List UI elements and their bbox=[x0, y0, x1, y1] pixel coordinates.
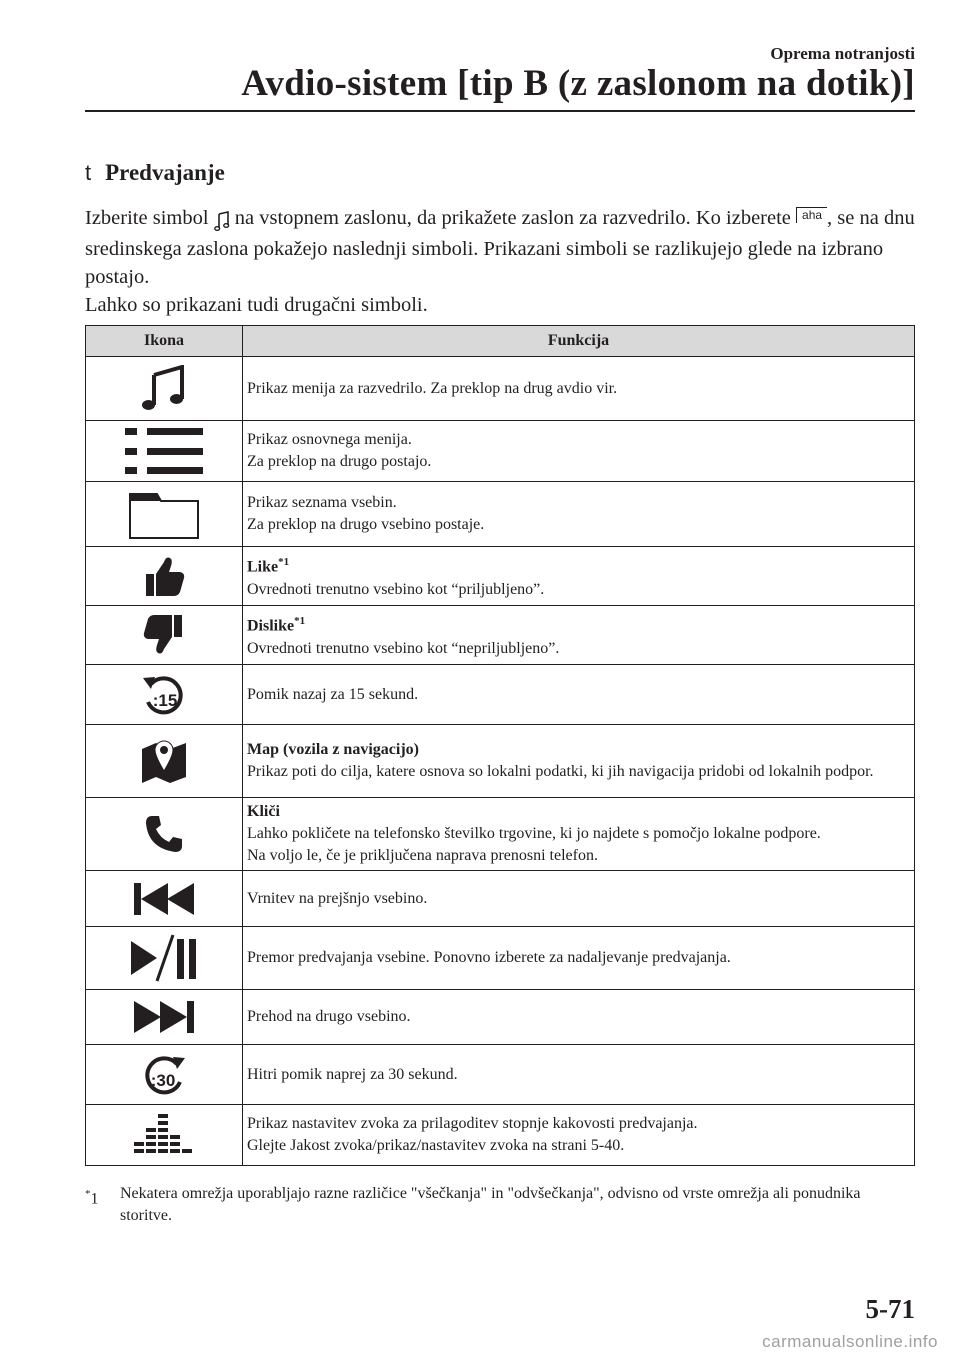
icon-cell bbox=[86, 1105, 243, 1166]
phone-icon bbox=[144, 814, 184, 854]
page-number: 5-71 bbox=[865, 1294, 915, 1324]
icon-cell bbox=[86, 482, 243, 547]
section-heading-text: Predvajanje bbox=[105, 160, 225, 185]
table-row bbox=[86, 927, 915, 990]
function-cell: Dislike$^{*1}$ Ovrednoti trenutno vsebino kot “nepriljubljeno”. bbox=[243, 606, 915, 665]
icon-cell bbox=[86, 990, 243, 1045]
section-heading bbox=[85, 160, 225, 186]
icon-cell bbox=[86, 421, 243, 482]
icon-cell bbox=[86, 798, 243, 871]
footnote bbox=[85, 1183, 915, 1227]
section-marker: t bbox=[85, 160, 92, 185]
function-cell: Hitri pomik naprej za 30 sekund. bbox=[243, 1045, 915, 1105]
footnote-text: Nekatera omrežja uporabljajo razne različice "všečkanja" in "odvšečkanja", odvisno od vrste omrežja ali ponudnika storitve. bbox=[120, 1185, 861, 1224]
icon-cell bbox=[86, 725, 243, 798]
watermark: carmanualsonline.info bbox=[762, 1332, 938, 1351]
function-cell: Vrnitev na prejšnjo vsebino. bbox=[243, 871, 915, 927]
icon-cell bbox=[86, 665, 243, 725]
function-cell: Prikaz nastavitev zvoka za prilagoditev stopnje kakovosti predvajanja. Glejte Jakost zvoka/prikaz/nastavitev zvoka na strani 5-40. bbox=[243, 1105, 915, 1166]
column-header-icon: Ikona bbox=[86, 326, 243, 357]
svg-text::30: :30 bbox=[150, 1070, 176, 1090]
list-menu-icon bbox=[125, 426, 203, 476]
table-row bbox=[86, 665, 915, 725]
function-cell: Premor predvajanja vsebine. Ponovno izberete za nadaljevanje predvajanja. bbox=[243, 927, 915, 990]
play-pause-icon bbox=[129, 933, 199, 983]
equalizer-icon bbox=[132, 1112, 196, 1158]
function-cell: Prehod na drugo vsebino. bbox=[243, 990, 915, 1045]
map-pin-icon bbox=[140, 737, 188, 785]
table-row bbox=[86, 725, 915, 798]
skip-back-icon bbox=[132, 879, 196, 919]
replay-15-icon bbox=[141, 672, 187, 718]
icon-cell bbox=[86, 606, 243, 665]
intro-paragraph-2: Lahko so prikazani tudi drugačni simboli. bbox=[85, 294, 428, 316]
header-section-label: Oprema notranjosti bbox=[770, 44, 915, 63]
function-cell: Prikaz osnovnega menija. Za preklop na drugo postajo. bbox=[243, 421, 915, 482]
table-row bbox=[86, 990, 915, 1045]
skip-forward-icon bbox=[132, 997, 196, 1037]
footnote-mark: *1 bbox=[85, 1188, 99, 1208]
function-cell: Prikaz menija za razvedrilo. Za preklop na drug avdio vir. bbox=[243, 357, 915, 421]
thumbs-up-icon bbox=[142, 554, 186, 598]
table-row bbox=[86, 357, 915, 421]
icon-function-table bbox=[85, 325, 915, 1166]
table-row bbox=[86, 482, 915, 547]
header-rule bbox=[85, 110, 915, 112]
icon-cell bbox=[86, 547, 243, 606]
table-header-row bbox=[86, 326, 915, 357]
icon-cell bbox=[86, 1045, 243, 1105]
column-header-function: Funkcija bbox=[243, 326, 915, 357]
folder-icon bbox=[129, 489, 199, 539]
table-row bbox=[86, 798, 915, 871]
function-cell: Prikaz seznama vsebin. Za preklop na drugo vsebino postaje. bbox=[243, 482, 915, 547]
table-row bbox=[86, 871, 915, 927]
icon-cell bbox=[86, 871, 243, 927]
aha-icon: aha bbox=[796, 207, 827, 223]
forward-30-icon bbox=[141, 1052, 187, 1098]
music-note-icon bbox=[141, 365, 187, 413]
table-row bbox=[86, 421, 915, 482]
function-cell: Map (vozila z navigacijo) Prikaz poti do cilja, katere osnova so lokalni podatki, ki jih navigacija pridobi od lokalnih podpor. bbox=[243, 725, 915, 798]
table-row bbox=[86, 1105, 915, 1166]
header-title: Avdio-sistem [tip B (z zaslonom na dotik)] bbox=[241, 63, 915, 104]
function-cell: Pomik nazaj za 15 sekund. bbox=[243, 665, 915, 725]
intro-paragraph-1: Izberite simbol na vstopnem zaslonu, da prikažete zaslon za razvedrilo. Ko izberete aha , se na dnu sredinskega zaslona pokažejo naslednji simboli. Prikazani simboli se razlikujejo glede na izbrano postajo. bbox=[85, 207, 915, 288]
icon-cell bbox=[86, 927, 243, 990]
svg-text::15: :15 bbox=[152, 690, 178, 710]
table-row bbox=[86, 547, 915, 606]
function-cell: Kliči Lahko pokličete na telefonsko številko trgovine, ki jo najdete s pomočjo lokalne podpore. Na voljo le, če je priključena naprava prenosni telefon. bbox=[243, 798, 915, 871]
function-cell: Like$^{*1}$ Ovrednoti trenutno vsebino kot “priljubljeno”. bbox=[243, 547, 915, 606]
table-row bbox=[86, 1045, 915, 1105]
table-row bbox=[86, 606, 915, 665]
thumbs-down-icon bbox=[142, 613, 186, 657]
icon-cell bbox=[86, 357, 243, 421]
entertainment-icon bbox=[214, 207, 230, 235]
intro-text bbox=[85, 204, 915, 319]
